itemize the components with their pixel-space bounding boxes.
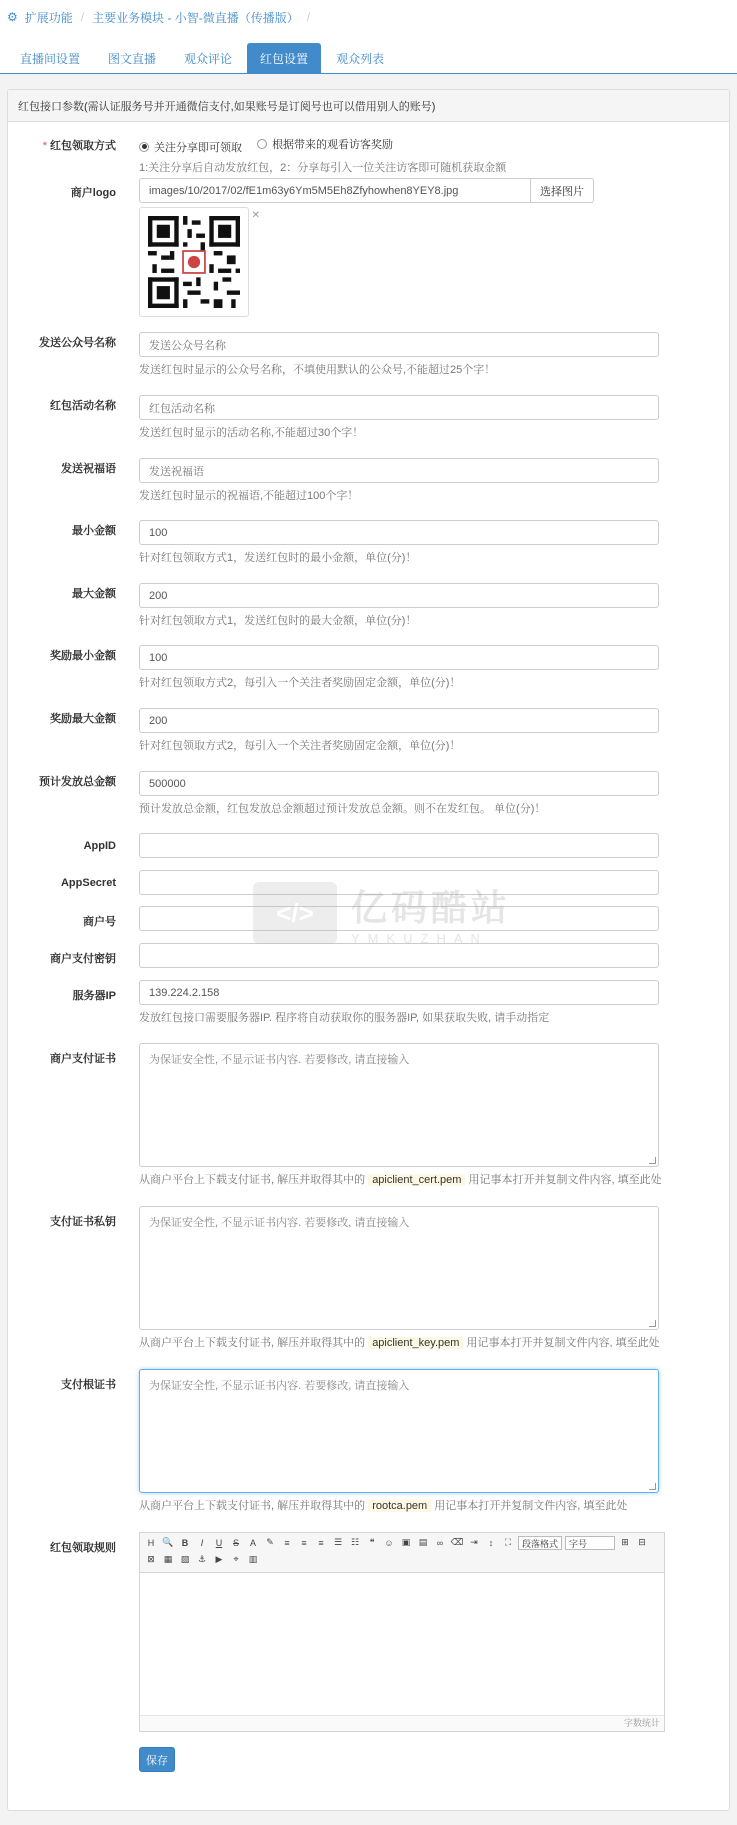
word-count: 字数统计 [623,1718,660,1728]
appsecret-label: AppSecret [60,877,116,889]
font-size-select[interactable]: 字号 [565,1536,615,1550]
gear-icon: ⚙ [7,10,18,24]
act-name-input[interactable]: 红包活动名称 [139,395,659,420]
server-ip-input[interactable]: 139.224.2.158 [139,980,659,1005]
total-input[interactable]: 500000 [139,771,659,796]
insert-row-icon[interactable]: ⊟ [638,1537,646,1547]
mode-label: * 红包领取方式 [42,140,116,152]
link-icon[interactable]: ∞ [436,1537,444,1548]
radio-share-follow[interactable]: 关注分享即可领取 [139,139,242,155]
radio-dot-icon [139,142,149,152]
align-left-icon[interactable]: ≡ [284,1537,290,1548]
html-source-icon[interactable]: H [147,1537,155,1548]
min-amount-label: 最小金额 [72,525,116,537]
resize-grip-icon[interactable] [649,1483,656,1490]
reward-min-input[interactable]: 100 [139,645,659,670]
mchid-label: 商户号 [83,916,116,928]
watermark [253,880,511,946]
bold-icon[interactable]: B [181,1537,189,1548]
line-height-icon[interactable]: ↕ [488,1537,494,1548]
appid-label: AppID [83,840,116,852]
reward-min-help: 针对红包领取方式2，每引入一个关注者奖励固定金额，单位(分)！ [139,677,461,689]
rootca-textarea[interactable]: 为保证安全性, 不显示证书内容. 若要修改, 请直接输入 [139,1369,659,1493]
tab-audience-list[interactable]: 观众列表 [336,52,385,66]
wishing-help: 发送红包时显示的祝福语,不能超过100个字！ [139,490,359,502]
paragraph-format-select[interactable]: 段落格式 [518,1536,562,1550]
map-icon[interactable]: ⌖ [233,1554,239,1564]
reward-max-help: 针对红包领取方式2，每引入一个关注者奖励固定金额，单位(分)！ [139,740,461,752]
act-name-label: 红包活动名称 [50,400,116,412]
tab-red-packet-settings[interactable]: 红包设置 [247,43,321,73]
key-help: 从商户平台上下载支付证书, 解压并取得其中的 apiclient_key.pem 用记事本打开并复制文件内容, 填至此处 [139,1337,660,1349]
rootca-help: 从商户平台上下载支付证书, 解压并取得其中的 rootca.pem 用记事本打开并复制文件内容, 填至此处 [139,1500,628,1512]
wishing-input[interactable]: 发送祝福语 [139,458,659,483]
preview-icon[interactable]: 🔍 [162,1537,174,1547]
server-ip-label: 服务器IP [72,990,116,1002]
remove-image-icon[interactable]: ✕ [251,210,260,221]
save-button[interactable]: 保存 [139,1747,175,1772]
breadcrumb-separator: / [306,10,311,24]
highlight-icon[interactable]: ✎ [266,1537,274,1547]
eraser-icon[interactable]: ⌫ [450,1537,464,1547]
rules-label: 红包领取规则 [50,1542,116,1554]
breadcrumb [0,0,737,34]
reward-max-input[interactable]: 200 [139,708,659,733]
italic-icon[interactable]: I [200,1537,204,1548]
appid-input[interactable] [139,833,659,858]
select-image-button[interactable]: 选择图片 [531,178,594,203]
sender-name-help: 发送红包时显示的公众号名称，不填使用默认的公众号,不能超过25个字！ [139,364,496,376]
logo-thumbnail [139,207,260,317]
tab-audience-comments[interactable]: 观众评论 [184,52,233,66]
underline-icon[interactable]: U [215,1537,223,1548]
act-name-help: 发送红包时显示的活动名称,不能超过30个字！ [139,427,364,439]
max-amount-input[interactable]: 200 [139,583,659,608]
total-label: 预计发放总金额 [39,776,116,788]
split-cells-icon[interactable]: ▧ [180,1554,190,1564]
strikethrough-icon[interactable]: S [232,1537,239,1548]
reward-max-label: 奖励最大金额 [50,713,116,725]
watermark-subtitle: YMKUZHAN [351,931,488,946]
quote-icon[interactable]: ❝ [369,1537,375,1547]
cert-textarea[interactable]: 为保证安全性, 不显示证书内容. 若要修改, 请直接输入 [139,1043,659,1167]
qr-code-image [148,216,240,308]
media-icon[interactable]: ▶ [215,1554,223,1564]
radio-dot-icon [257,139,267,149]
merge-cells-icon[interactable]: ▦ [163,1554,173,1564]
total-help: 预计发放总金额，红包发放总金额超过预计发放总金额。则不在发红包。 单位(分)！ [139,803,546,815]
image-icon[interactable]: ▣ [401,1537,411,1547]
sender-name-label: 发送公众号名称 [39,337,116,349]
file-icon[interactable]: ▤ [418,1537,428,1547]
indent-icon[interactable]: ⇥ [470,1537,478,1547]
required-mark: * [42,140,47,152]
mode-help: 1:关注分享后自动发放红包，2：分享每引入一位关注访客即可随机获取金额 [139,161,507,174]
align-right-icon[interactable]: ≡ [318,1537,324,1548]
emoji-icon[interactable]: ☺ [384,1537,394,1548]
anchor-icon[interactable]: ⚓ [197,1554,207,1564]
watermark-logo-icon: </> [253,882,337,944]
resize-grip-icon[interactable] [649,1157,656,1164]
table-icon[interactable]: ⊞ [621,1537,629,1547]
logo-label: 商户logo [70,187,116,199]
logo-path-input[interactable]: images/10/2017/02/fE1m63y6Ym5M5Eh8Zfyhowhen8YEY8.jpg [139,178,531,203]
cert-label: 商户支付证书 [50,1053,116,1065]
delete-row-icon[interactable]: ⊠ [147,1554,155,1564]
ordered-list-icon[interactable]: ☰ [333,1537,343,1547]
editor-footer [140,1715,664,1731]
mchkey-input[interactable] [139,943,659,968]
align-center-icon[interactable]: ≡ [301,1537,307,1548]
resize-grip-icon[interactable] [649,1320,656,1327]
watermark-title: 亿码酷站 [351,887,512,928]
sender-name-input[interactable]: 发送公众号名称 [139,332,659,357]
template-icon[interactable]: ▥ [248,1554,258,1564]
unordered-list-icon[interactable]: ☷ [350,1537,360,1547]
rich-text-editor[interactable] [139,1532,665,1732]
rootca-label: 支付根证书 [61,1379,116,1391]
font-color-icon[interactable]: A [249,1537,256,1548]
panel-title: 红包接口参数(需认证服务号并开通微信支付,如果账号是订阅号也可以借用别人的账号) [8,90,729,122]
breadcrumb-item-module[interactable]: 主要业务模块 - 小智-微直播（传播版） [92,10,299,25]
min-amount-help: 针对红包领取方式1，发送红包时的最小金额，单位(分)！ [139,552,417,564]
editor-toolbar [140,1533,664,1573]
tab-live-room-settings[interactable]: 直播间设置 [20,52,81,66]
breadcrumb-item-extensions[interactable]: 扩展功能 [24,10,73,25]
max-amount-label: 最大金额 [72,588,116,600]
server-ip-help: 发放红包接口需要服务器IP. 程序将自动获取你的服务器IP, 如果获取失败, 请手动指定 [139,1012,550,1024]
max-amount-help: 针对红包领取方式1，发送红包时的最大金额，单位(分)！ [139,615,417,627]
breadcrumb-separator: / [80,10,85,24]
reward-min-label: 奖励最小金额 [50,650,116,662]
min-amount-input[interactable]: 100 [139,520,659,545]
tab-bar [0,34,737,74]
fullscreen-icon[interactable]: ⛶ [504,1537,512,1547]
tab-graphic-live[interactable]: 图文直播 [108,52,157,66]
wishing-label: 发送祝福语 [61,463,116,475]
key-label: 支付证书私钥 [50,1216,116,1228]
cert-help: 从商户平台上下载支付证书, 解压并取得其中的 apiclient_cert.pem 用记事本打开并复制文件内容, 填至此处 [139,1174,662,1186]
mchkey-label: 商户支付密钥 [50,953,116,965]
key-textarea[interactable]: 为保证安全性, 不显示证书内容. 若要修改, 请直接输入 [139,1206,659,1330]
radio-visitor-reward[interactable]: 根据带来的观看访客奖励 [257,136,393,152]
settings-panel [7,89,730,1811]
